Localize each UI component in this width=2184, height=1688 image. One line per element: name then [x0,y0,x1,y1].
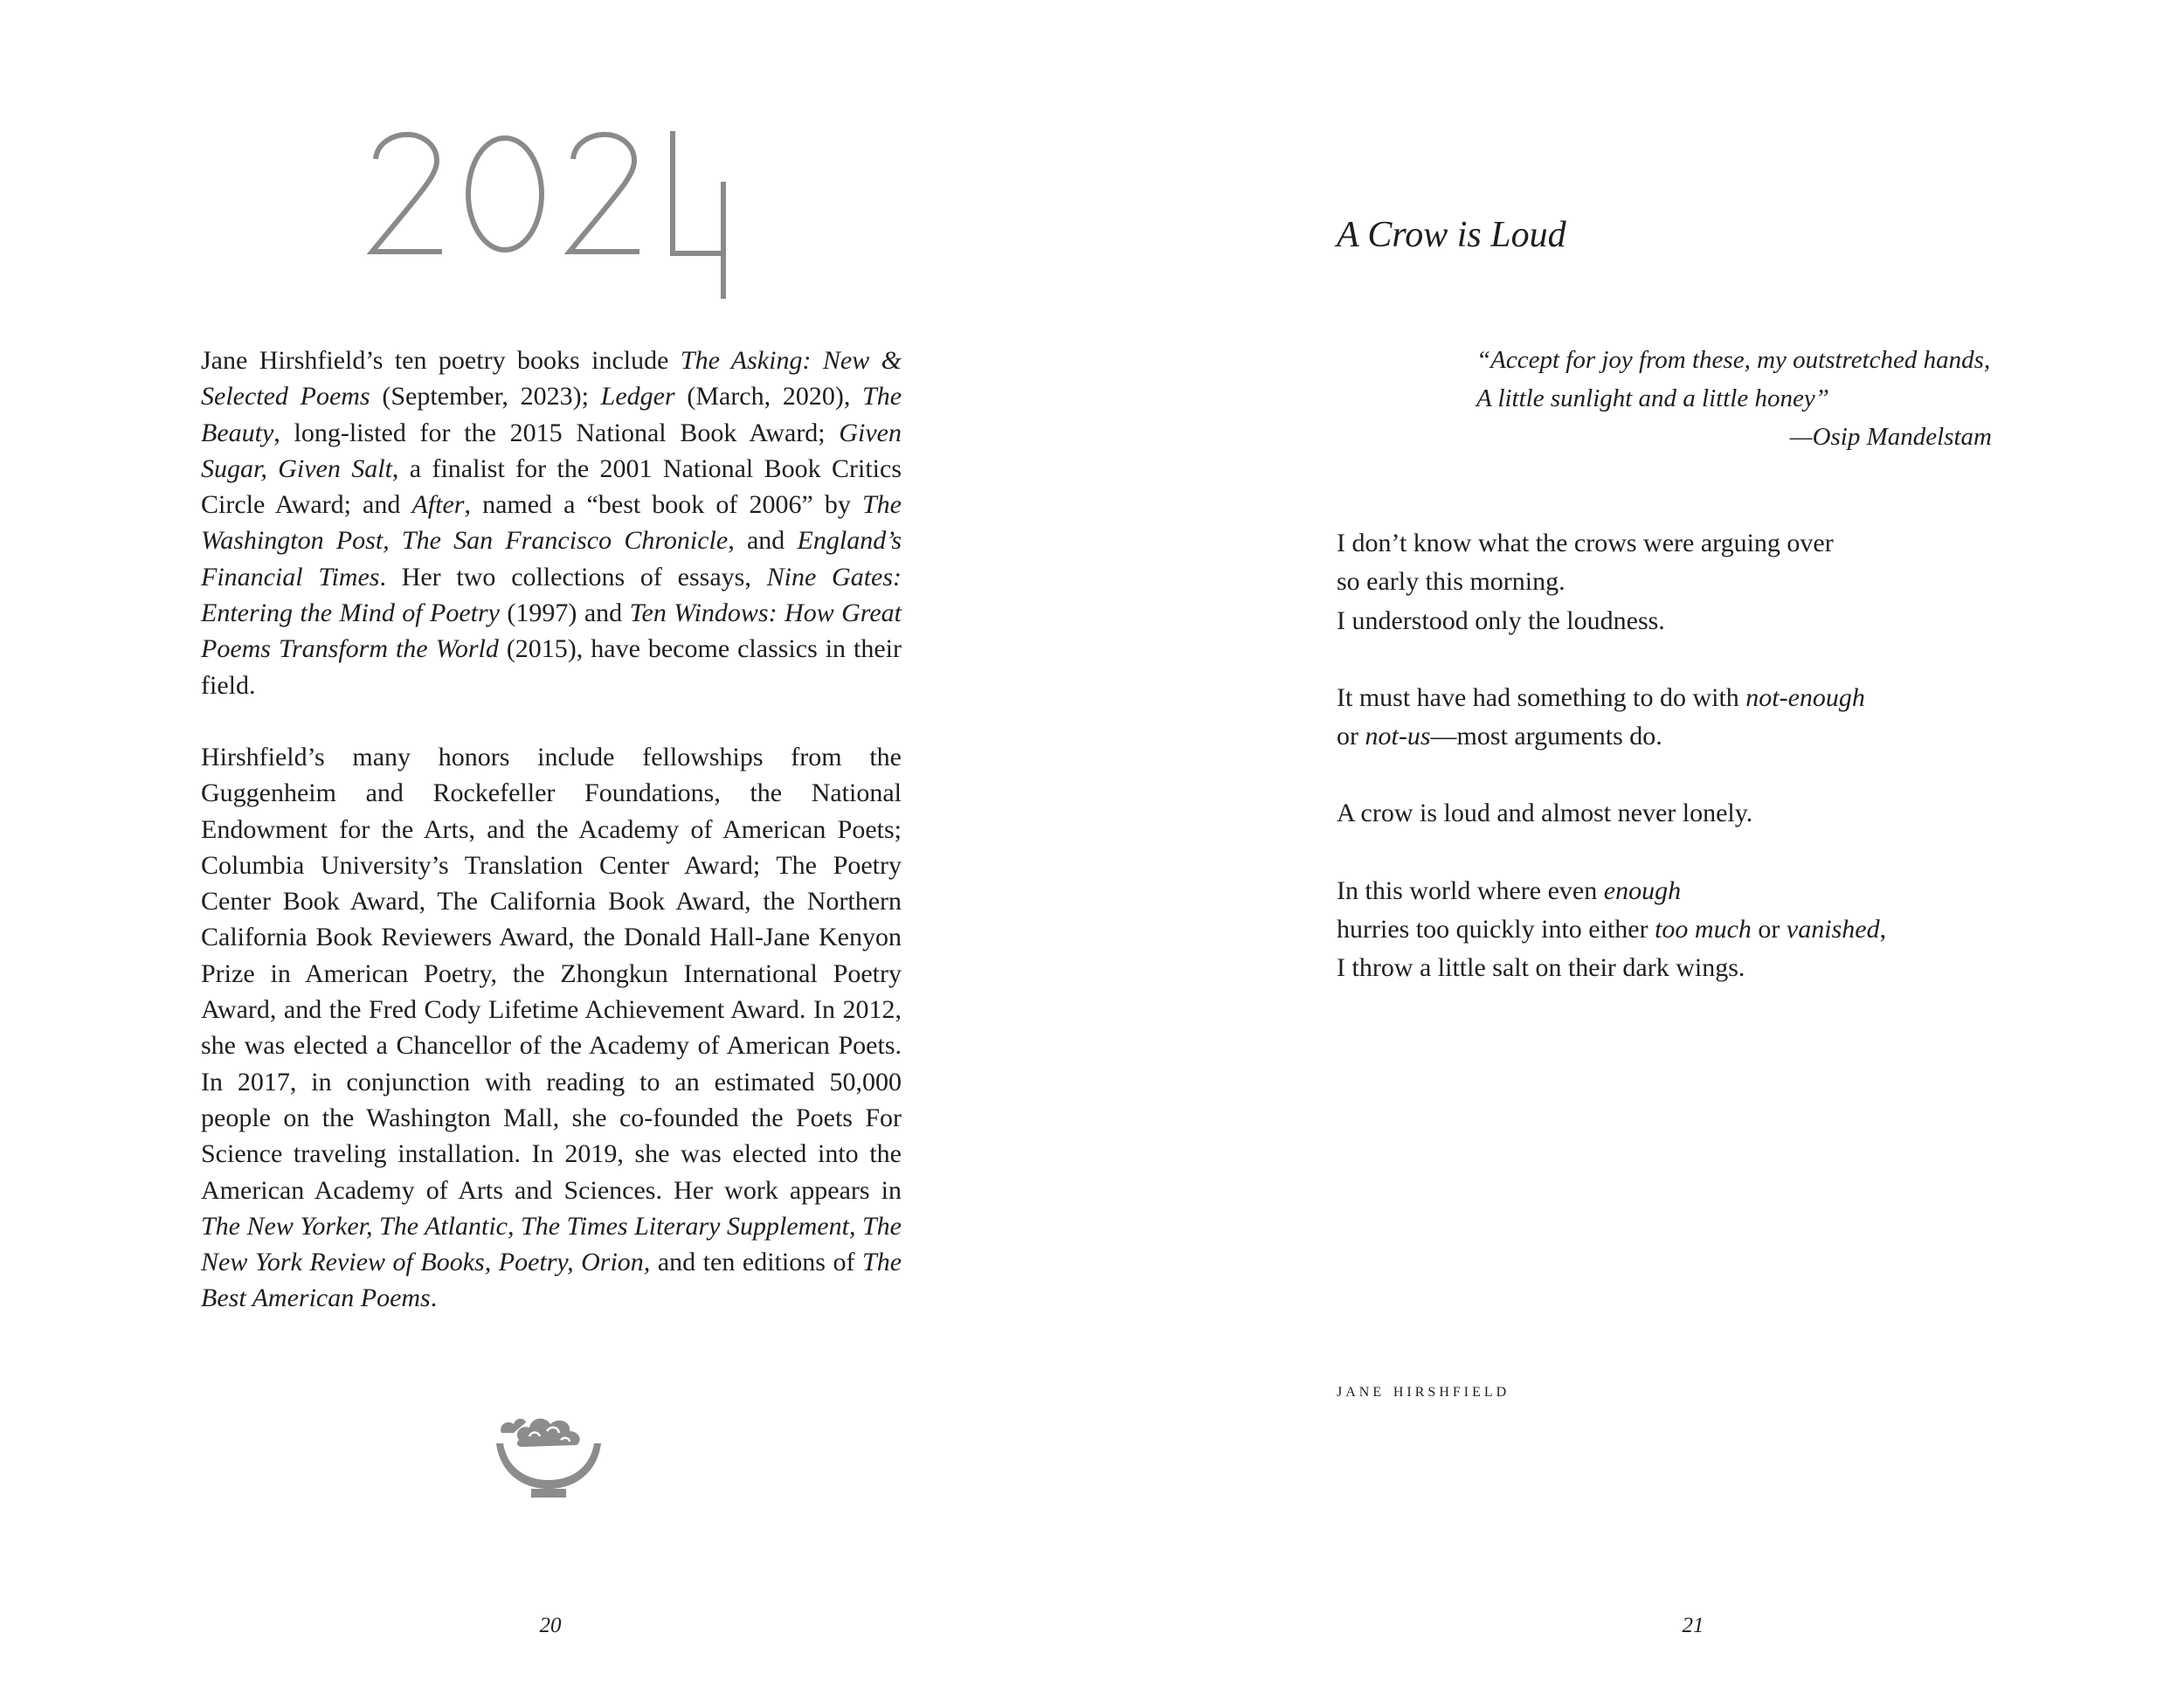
year-numerals [365,131,767,306]
author-biography [201,342,902,1317]
poem-line: In this world where even enough [1337,875,1682,905]
poem-line: A crow is loud and almost never lonely. [1337,799,1753,828]
bowl-with-clouds-icon [487,1398,610,1503]
poem-line: I don’t know what the crows were arguing over [1337,529,1834,557]
poem-line: I throw a little salt on their dark wings. [1337,953,1745,983]
bio-paragraph-1: Jane Hirshfield’s ten poetry books include The Asking: New & Selected Poems (September, 2023); Ledger (March, 2020), The Beauty, long-listed for the 2015 National Book Award; Given Sugar, Given Salt, a finalist for the 2001 National Book Critics Circle Award; and After, named a “best book of 2006” by The Washington Post, The San Francisco Chronicle, and England’s Financial Times. Her two collections of essays, Nine Gates: Entering the Mind of Poetry (1997) and Ten Windows: How Great Poems Transform the World (2015), have become classics in their field. [201,346,902,700]
epigraph-attribution: —Osip Mandelstam [1789,423,1992,451]
poem-title: A Crow is Loud [1337,215,1566,255]
year-heading [365,131,767,306]
poem-line: hurries too quickly into either too much or vanished, [1337,915,1887,944]
epigraph-line: A little sunlight and a little honey” [1476,384,1829,412]
stanza-3 [1337,794,2035,833]
right-page [1092,0,2184,1688]
page-number-left: 20 [539,1614,562,1637]
stanza-2 [1337,679,2035,757]
page-number-right: 21 [1682,1614,1704,1637]
poem-body [1337,524,2035,988]
poem-line: I understood only the loudness. [1337,605,1665,635]
epigraph-line: “Accept for joy from these, my outstretched hands, [1476,346,1991,374]
poem-line: so early this morning. [1337,567,1565,597]
author-name: jane hirshfield [1337,1379,1510,1401]
bio-paragraph-2: Hirshfield’s many honors include fellowships from the Guggenheim and Rockefeller Foundations, the National Endowment for the Arts, and the Academy of American Poets; Columbia University’s Translation Center Award; The Poetry Center Book Award, The California Book Award, the Northern California Book Reviewers Award, the Donald Hall-Jane Kenyon Prize in American Poetry, the Zhongkun International Poetry Award, and the Fred Cody Lifetime Achievement Award. In 2012, she was elected a Chancellor of the Academy of American Poets. In 2017, in conjunction with reading to an estimated 50,000 people on the Washington Mall, she co-founded the Poets For Science traveling installation. In 2019, she was elected into the American Academy of Arts and Sciences. Her work appears in The New Yorker, The Atlantic, The Times Literary Supplement, The New York Review of Books, Poetry, Orion, and ten editions of The Best American Poems. [201,742,902,1313]
poem-line: It must have had something to do with not-enough [1337,682,1865,712]
poem-line: or not-us—most arguments do. [1337,722,1662,751]
stanza-4 [1337,872,2035,988]
stanza-1 [1337,524,2035,640]
epigraph [1476,341,1992,456]
